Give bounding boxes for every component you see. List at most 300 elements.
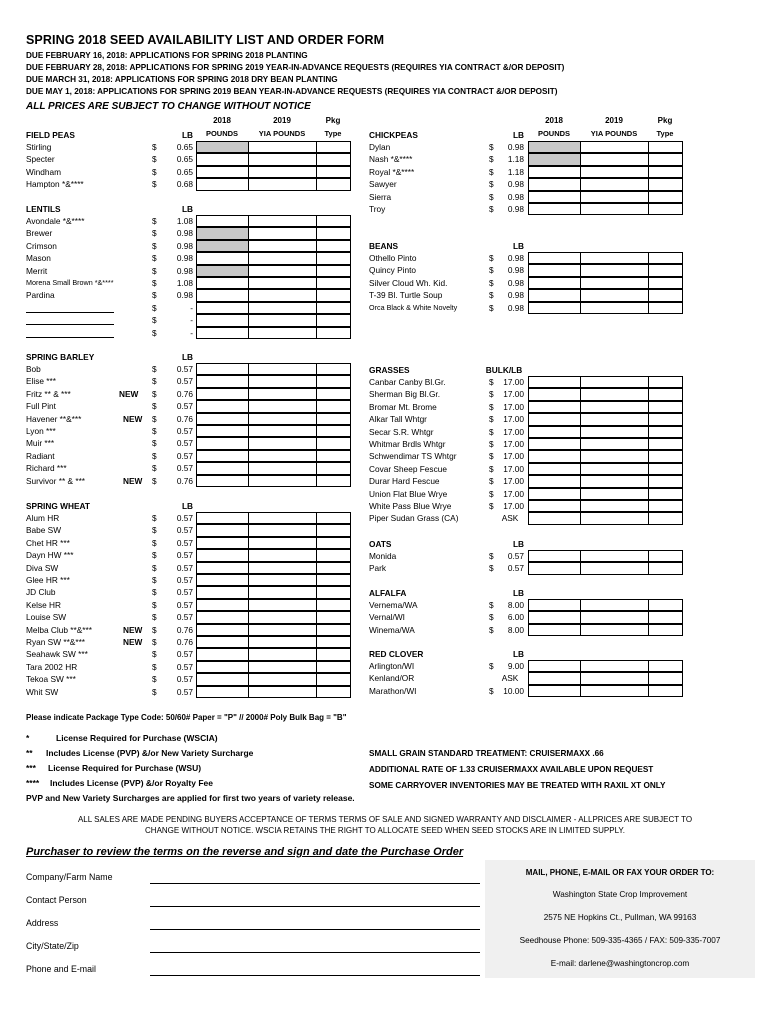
pkg-type-input[interactable] [316,574,351,586]
blank-product-line[interactable] [26,324,114,325]
product-name: Crimson [26,240,57,251]
currency-symbol: $ [152,513,157,523]
pkg-type-input[interactable] [648,500,683,512]
currency-symbol: $ [152,525,157,536]
pkg-type-input[interactable] [648,277,683,289]
section-unit-oats: LB [512,538,524,549]
currency-symbol: $ [152,450,157,461]
product-price: 0.98 [507,179,524,190]
pounds-2018-input[interactable] [528,302,581,314]
field-label-address: Address [26,918,59,928]
product-price: 0.57 [176,537,193,548]
pkg-type-input[interactable] [648,512,683,524]
product-name: Bromar Mt. Brome [369,401,437,412]
product-price: 1.08 [176,278,193,288]
pounds-2018-input[interactable] [528,178,581,190]
section-unit-grasses: BULK/LB [485,364,523,375]
yia-pounds-2019-input[interactable] [580,488,649,500]
new-variety-badge: NEW [123,624,143,635]
yia-pounds-2019-input[interactable] [580,450,649,462]
product-price: 0.57 [176,376,193,387]
yia-pounds-2019-input[interactable] [580,500,649,512]
product-row [0,227,770,239]
product-name: Elise *** [26,376,56,387]
yia-pounds-2019-input[interactable] [580,475,649,487]
pkg-type-input[interactable] [648,388,683,400]
product-row [0,611,770,623]
pounds-2018-input[interactable] [528,413,581,425]
yia-pounds-2019-input[interactable] [248,363,317,375]
yia-pounds-2019-input[interactable] [580,438,649,450]
pkg-type-input[interactable] [648,302,683,314]
product-name: Dylan [369,142,391,152]
product-row [0,327,770,339]
product-price: 0.65 [176,154,193,165]
yia-pounds-2019-input[interactable] [580,550,649,562]
product-price: 0.98 [507,265,524,276]
product-price: 0.98 [507,302,524,313]
pkg-type-input[interactable] [316,314,351,326]
field-label-city: City/State/Zip [26,941,79,951]
pkg-type-input[interactable] [316,636,351,648]
pkg-type-input[interactable] [648,685,683,697]
yia-pounds-2019-input[interactable] [580,426,649,438]
product-row [0,426,770,438]
pkg-type-input[interactable] [316,240,351,252]
currency-symbol: $ [489,142,494,152]
due-line-3: DUE MARCH 31, 2018: APPLICATIONS FOR SPRING 2018 DRY BEAN PLANTING [26,75,338,84]
pounds-2018-input[interactable] [528,624,581,636]
product-price: 0.98 [507,277,524,288]
yia-pounds-2019-input[interactable] [580,611,649,623]
yia-pounds-2019-input[interactable] [580,289,649,301]
product-price: 0.57 [176,599,193,610]
yia-pounds-2019-input[interactable] [580,388,649,400]
pkg-type-input[interactable] [648,475,683,487]
yia-pounds-2019-input[interactable] [248,537,317,549]
product-name: Dayn HW *** [26,550,74,561]
yia-pounds-2019-input[interactable] [580,624,649,636]
pounds-2018-input[interactable] [528,438,581,450]
pounds-2018-input[interactable] [528,599,581,611]
pounds-2018-input[interactable] [196,327,249,339]
pounds-2018-input[interactable] [528,475,581,487]
product-name: Muir *** [26,438,55,449]
product-name: T-39 Bl. Turtle Soup [369,290,443,301]
product-price: 17.00 [503,488,524,499]
product-name: Specter [26,154,55,165]
left-header-2018: 2018 [213,116,231,125]
currency-symbol: $ [489,290,494,301]
currency-symbol: $ [152,612,157,623]
pounds-2018-input[interactable] [528,376,581,388]
product-row [0,438,770,450]
product-price: 17.00 [503,451,524,462]
pkg-type-input[interactable] [316,537,351,549]
product-name: Louise SW [26,612,67,623]
product-name: Park [369,563,387,574]
currency-symbol: $ [152,649,157,660]
product-name: Sawyer [369,179,397,190]
product-price: 0.57 [176,674,193,685]
pounds-2018-input[interactable] [528,685,581,697]
yia-pounds-2019-input[interactable] [248,524,317,536]
section-unit-field_peas: LB [181,129,193,140]
pounds-2018-input[interactable] [196,636,249,648]
section-title-spring_wheat: SPRING WHEAT [26,500,90,511]
new-variety-badge: NEW [123,637,143,647]
pkg-type-input[interactable] [648,289,683,301]
pkg-type-input[interactable] [648,426,683,438]
pkg-type-input[interactable] [648,624,683,636]
pounds-2018-input[interactable] [196,524,249,536]
field-line-city[interactable] [150,952,480,953]
product-row [0,203,770,215]
pounds-2018-input[interactable] [528,289,581,301]
yia-pounds-2019-input[interactable] [580,672,649,684]
currency-symbol: $ [489,501,494,511]
legend-item-3: *** License Required for Purchase (WSU) [26,763,202,773]
yia-pounds-2019-input[interactable] [580,302,649,314]
currency-symbol: $ [489,439,494,449]
yia-pounds-2019-input[interactable] [580,463,649,475]
pkg-type-input[interactable] [316,648,351,660]
yia-pounds-2019-input[interactable] [248,215,317,227]
pounds-2018-input[interactable] [528,166,581,178]
yia-pounds-2019-input[interactable] [580,599,649,611]
purchaser-heading: Purchaser to review the terms on the reverse and sign and date the Purchase Order [26,846,464,858]
yia-pounds-2019-input[interactable] [248,314,317,326]
pounds-2018-input[interactable] [528,191,581,203]
currency-symbol: $ [152,240,157,251]
pkg-type-input[interactable] [648,438,683,450]
product-name: Marathon/WI [369,685,417,696]
field-line-contact[interactable] [150,906,480,907]
product-price: 0.68 [176,179,193,190]
yia-pounds-2019-input[interactable] [580,376,649,388]
section-title-beans: BEANS [369,240,399,251]
due-line-2: DUE FEBRUARY 28, 2018: APPLICATIONS FOR SPRING 2019 YEAR-IN-ADVANCE REQUESTS (REQUIRES YIA CONTRACT &/OR DEPOSIT) [26,63,565,72]
right-header-pounds: POUNDS [537,129,571,138]
product-name: Melba Club **&*** [26,624,92,635]
product-price: 0.98 [507,191,524,202]
right-header-2018: 2018 [545,116,563,125]
product-price: 0.76 [176,388,193,399]
pounds-2018-input[interactable] [528,426,581,438]
product-price: 0.57 [176,364,193,374]
product-price: 8.00 [507,600,524,610]
product-row [0,475,770,487]
yia-pounds-2019-input[interactable] [580,401,649,413]
product-row [0,500,770,512]
yia-pounds-2019-input[interactable] [580,191,649,203]
product-name: Richard *** [26,463,67,474]
pounds-2018-input[interactable] [196,363,249,375]
currency-symbol: $ [152,278,157,288]
currency-symbol: $ [489,414,494,425]
currency-symbol: $ [489,401,494,412]
product-name: Brewer [26,228,53,239]
product-price: 0.57 [176,550,193,561]
section-unit-beans: LB [512,240,524,251]
currency-symbol: $ [152,253,157,264]
pkg-type-input[interactable] [648,599,683,611]
product-name: Whit SW [26,686,59,697]
pounds-2018-input[interactable] [528,450,581,462]
field-line-company[interactable] [150,883,480,884]
pkg-type-input[interactable] [648,611,683,623]
yia-pounds-2019-input[interactable] [580,252,649,264]
product-row [0,166,770,178]
pkg-type-input[interactable] [316,215,351,227]
product-row [0,488,770,500]
product-name: Tekoa SW *** [26,674,76,685]
product-price: 0.98 [176,265,193,276]
product-name: Windham [26,166,62,177]
product-price: 0.57 [176,649,193,660]
currency-symbol: $ [152,438,157,449]
yia-pounds-2019-input[interactable] [248,586,317,598]
pounds-2018-input[interactable] [528,401,581,413]
pounds-2018-input[interactable] [196,586,249,598]
pkg-type-input[interactable] [316,227,351,239]
currency-symbol: $ [152,376,157,387]
treatment-line-3: SOME CARRYOVER INVENTORIES MAY BE TREATED WITH RAXIL XT ONLY [369,781,666,790]
product-row [0,401,770,413]
product-price: 17.00 [503,389,524,400]
pkg-type-input[interactable] [648,660,683,672]
left-header-pounds: POUNDS [205,129,239,138]
section-unit-spring_barley: LB [181,351,193,362]
product-price: 0.57 [176,426,193,436]
product-name: Vernema/WA [369,600,418,610]
pounds-2018-input[interactable] [196,537,249,549]
currency-symbol: $ [489,451,494,462]
pkg-type-input[interactable] [648,178,683,190]
pkg-type-input[interactable] [316,524,351,536]
currency-symbol: $ [152,587,157,598]
product-price: 0.57 [176,661,193,672]
pkg-type-input[interactable] [648,450,683,462]
pounds-2018-input[interactable] [528,277,581,289]
currency-symbol: $ [489,551,494,561]
pkg-type-input[interactable] [648,252,683,264]
currency-symbol: $ [152,302,157,313]
currency-symbol: $ [152,413,157,424]
pkg-type-input[interactable] [648,141,683,153]
product-row [0,264,770,276]
pkg-type-input[interactable] [648,153,683,165]
pkg-type-input[interactable] [316,363,351,375]
currency-symbol: $ [489,563,494,574]
field-line-address[interactable] [150,929,480,930]
currency-symbol: $ [489,302,494,313]
pkg-type-input[interactable] [648,562,683,574]
yia-pounds-2019-input[interactable] [580,264,649,276]
yia-pounds-2019-input[interactable] [580,277,649,289]
section-title-grasses: GRASSES [369,364,410,375]
product-row [0,550,770,562]
currency-symbol: $ [152,550,157,561]
product-price: - [190,315,193,326]
product-row [0,574,770,586]
pkg-type-input[interactable] [648,203,683,215]
yia-pounds-2019-input[interactable] [248,240,317,252]
product-name: Fritz ** & *** [26,388,71,399]
field-line-phone[interactable] [150,975,480,976]
product-price: 17.00 [503,439,524,449]
pkg-type-input[interactable] [648,488,683,500]
product-name: Canbar Canby Bl.Gr. [369,377,446,387]
pounds-2018-input[interactable] [528,141,581,153]
pkg-type-input[interactable] [648,264,683,276]
yia-pounds-2019-input[interactable] [580,685,649,697]
pounds-2018-input[interactable] [528,488,581,500]
section-title-oats: OATS [369,538,392,549]
currency-symbol: $ [489,426,494,437]
yia-pounds-2019-input[interactable] [580,562,649,574]
yia-pounds-2019-input[interactable] [580,178,649,190]
product-name: Nash *&**** [369,154,413,165]
currency-symbol: $ [152,426,157,436]
pounds-2018-input[interactable] [196,215,249,227]
pounds-2018-input[interactable] [196,227,249,239]
right-header-pkg: Pkg [657,116,673,125]
product-row [0,215,770,227]
pounds-2018-input[interactable] [528,611,581,623]
product-price: 0.98 [507,253,524,263]
pounds-2018-input[interactable] [528,660,581,672]
pkg-type-input[interactable] [316,327,351,339]
product-name: Morena Small Brown *&**** [26,278,114,287]
product-name: Monida [369,551,397,561]
currency-symbol: $ [152,637,157,647]
currency-symbol: $ [489,191,494,202]
product-row [0,463,770,475]
product-price: 0.98 [176,240,193,251]
yia-pounds-2019-input[interactable] [248,574,317,586]
pkg-type-input[interactable] [648,376,683,388]
product-name: Quincy Pinto [369,265,417,276]
product-price: 17.00 [503,401,524,412]
product-name: White Pass Blue Wrye [369,501,452,511]
pounds-2018-input[interactable] [528,203,581,215]
product-name: Tara 2002 HR [26,661,78,672]
pounds-2018-input[interactable] [528,500,581,512]
product-price: 17.00 [503,501,524,511]
pkg-type-input[interactable] [648,413,683,425]
pounds-2018-input[interactable] [196,314,249,326]
pounds-2018-input[interactable] [196,574,249,586]
pkg-type-input[interactable] [648,672,683,684]
product-name: Havener **&*** [26,413,82,424]
section-title-field_peas: FIELD PEAS [26,129,75,140]
yia-pounds-2019-input[interactable] [580,141,649,153]
product-name: Schwendimar TS Whtgr [369,451,457,462]
left-header-2019: 2019 [273,116,291,125]
pounds-2018-input[interactable] [528,562,581,574]
pounds-2018-input[interactable] [528,512,581,524]
yia-pounds-2019-input[interactable] [580,166,649,178]
pounds-2018-input[interactable] [528,463,581,475]
product-price: 1.08 [176,216,193,226]
mail-heading: MAIL, PHONE, E-MAIL OR FAX YOUR ORDER TO: [525,868,715,877]
pkg-type-input[interactable] [316,586,351,598]
product-row [0,599,770,611]
pounds-2018-input[interactable] [528,264,581,276]
yia-pounds-2019-input[interactable] [248,227,317,239]
yia-pounds-2019-input[interactable] [580,203,649,215]
product-name: Sierra [369,191,392,202]
pkg-type-input[interactable] [648,550,683,562]
product-name: Hampton *&**** [26,179,84,190]
currency-symbol: $ [152,624,157,635]
yia-pounds-2019-input[interactable] [248,648,317,660]
product-name: Avondale *&**** [26,216,85,226]
treatment-line-1: SMALL GRAIN STANDARD TREATMENT: CRUISERMAXX .66 [369,749,604,758]
currency-symbol: $ [152,265,157,276]
pkg-type-input[interactable] [648,166,683,178]
pounds-2018-input[interactable] [528,153,581,165]
currency-symbol: $ [489,488,494,499]
blank-product-line[interactable] [26,337,114,338]
pounds-2018-input[interactable] [528,388,581,400]
yia-pounds-2019-input[interactable] [248,636,317,648]
yia-pounds-2019-input[interactable] [580,512,649,524]
yia-pounds-2019-input[interactable] [580,413,649,425]
pkg-type-input[interactable] [648,401,683,413]
pounds-2018-input[interactable] [528,672,581,684]
section-unit-alfalfa: LB [512,587,524,598]
pounds-2018-input[interactable] [528,252,581,264]
currency-symbol: $ [152,463,157,474]
section-title-red_clover: RED CLOVER [369,648,424,659]
product-name: Chet HR *** [26,537,70,548]
yia-pounds-2019-input[interactable] [248,327,317,339]
currency-symbol: $ [489,253,494,263]
pounds-2018-input[interactable] [528,550,581,562]
section-unit-lentils: LB [181,203,193,214]
right-header-type: Type [656,129,674,138]
pkg-type-input[interactable] [648,463,683,475]
product-name: Babe SW [26,525,62,536]
field-label-contact: Contact Person [26,895,87,905]
new-variety-badge: NEW [119,388,139,399]
product-name: Alkar Tall Whtgr [369,414,427,425]
product-name: Sherman Big Bl.Gr. [369,389,441,400]
product-name: Orca Black & White Novelty [369,302,458,312]
product-row [0,450,770,462]
product-price: 10.00 [503,685,524,696]
yia-pounds-2019-input[interactable] [580,660,649,672]
pounds-2018-input[interactable] [196,648,249,660]
mail-address: 2575 NE Hopkins Ct., Pullman, WA 99163 [543,913,697,922]
product-price: 0.76 [176,475,193,486]
currency-symbol: $ [152,575,157,585]
package-type-note: Please indicate Package Type Code: 50/60# Paper = "P" // 2000# Poly Bulk Bag = "B" [26,713,347,722]
currency-symbol: $ [489,476,494,487]
product-price: 17.00 [503,476,524,487]
product-name: Whitmar Brdls Whtgr [369,439,446,449]
product-name: Winema/WA [369,624,415,635]
product-price: 1.18 [507,166,524,177]
product-price: 0.98 [176,228,193,239]
currency-symbol: $ [489,661,494,671]
pounds-2018-input[interactable] [196,240,249,252]
left-header-yia: YIA POUNDS [258,129,306,138]
pkg-type-input[interactable] [648,191,683,203]
yia-pounds-2019-input[interactable] [580,153,649,165]
